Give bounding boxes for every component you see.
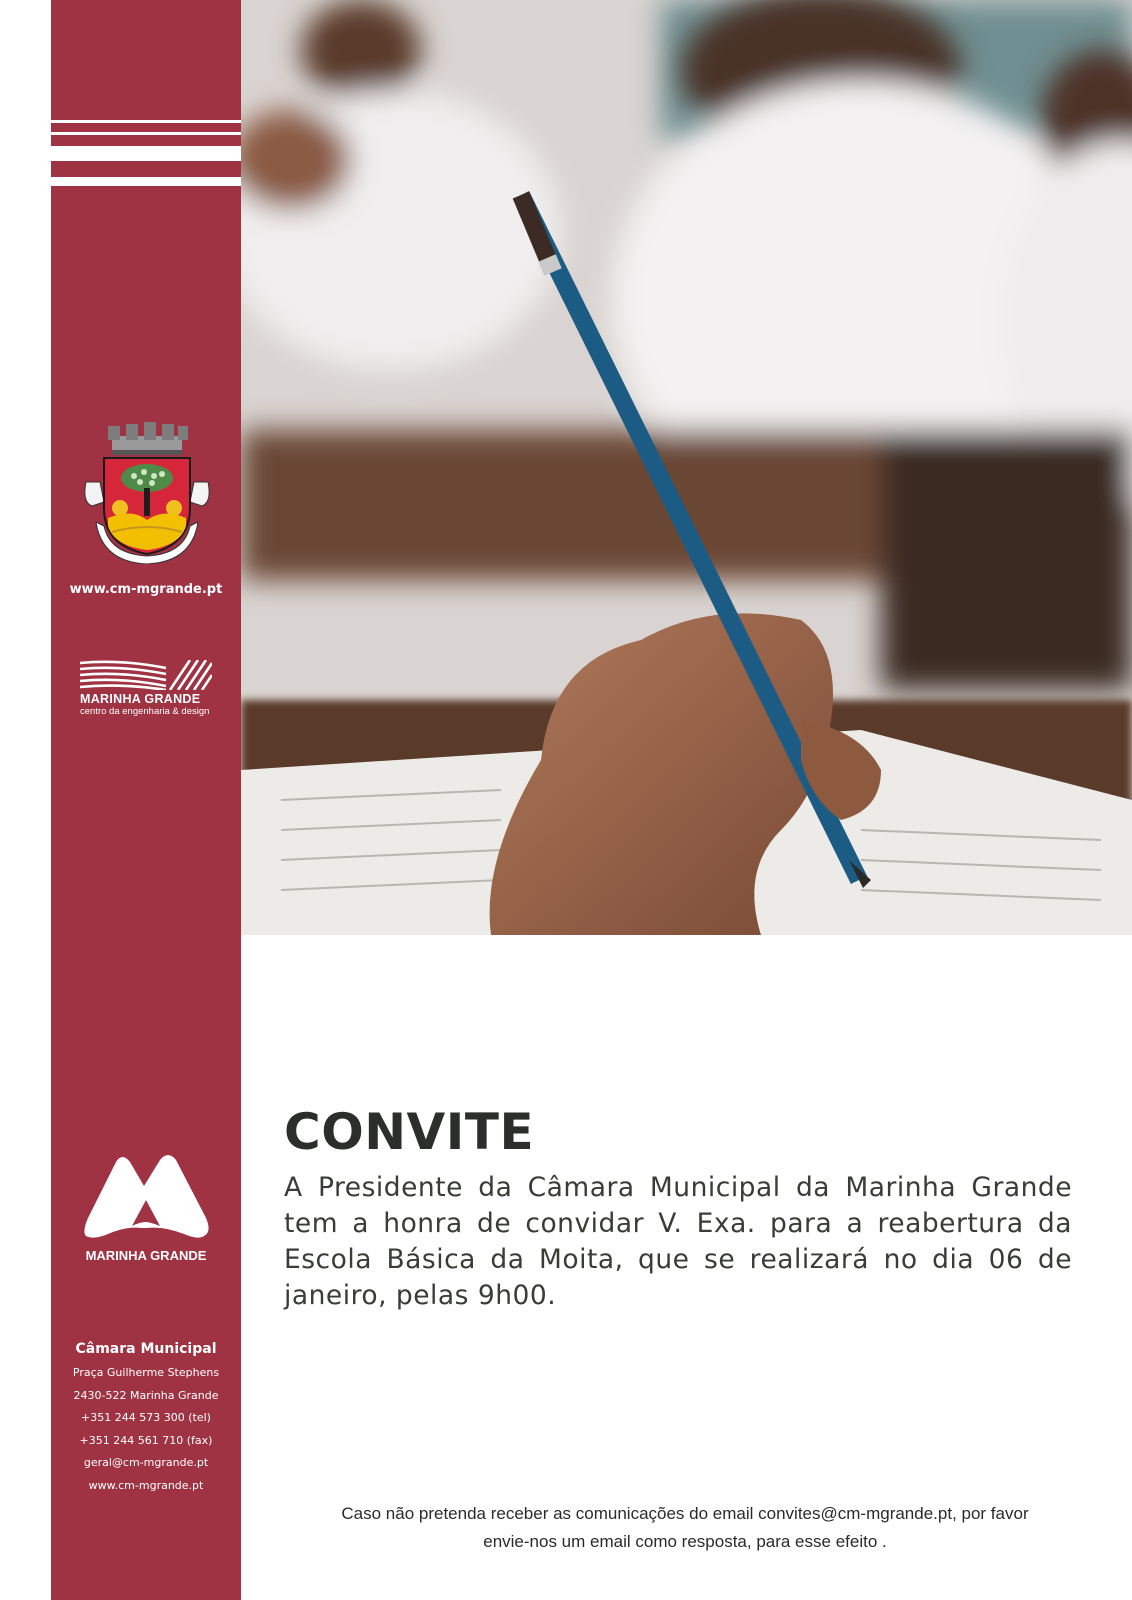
ced-tagline: centro da engenharia & design [80, 706, 210, 717]
marinha-grande-logo [80, 1152, 212, 1263]
coat-of-arms-icon [82, 422, 212, 564]
hero-photo [241, 0, 1132, 935]
page-title: CONVITE [284, 1103, 535, 1161]
sidebar-stripe [51, 132, 241, 135]
sidebar-stripe [51, 177, 241, 186]
unsubscribe-note [290, 1500, 1080, 1556]
invitation-text: A Presidente da Câmara Municipal da Marinha Grande tem a honra de convidar V. Exa. para a reabertura da Escola Básica da Moita, que se realizará no dia 06 de janeiro, pelas 9h00. [284, 1172, 1072, 1311]
contact-website[interactable]: www.cm-mgrande.pt [88, 1478, 204, 1492]
website-link[interactable]: www.cm-mgrande.pt [69, 582, 223, 597]
contact-org: Câmara Municipal [75, 1341, 217, 1357]
marinha-grande-name: MARINHA GRANDE [85, 1248, 207, 1263]
ced-stripes-icon [80, 660, 212, 690]
unsubscribe-note-line1: Caso não pretenda receber as comunicações do email convites@cm-mgrande.pt, por favor [341, 1504, 1029, 1523]
sidebar-stripe [51, 146, 241, 161]
ced-name: MARINHA GRANDE [80, 692, 201, 706]
contact-address: Praça Guilherme Stephens [72, 1366, 220, 1379]
contact-postal: 2430-522 Marinha Grande [73, 1388, 219, 1402]
sidebar-stripe [51, 120, 241, 123]
contact-email[interactable]: geral@cm-mgrande.pt [83, 1456, 209, 1470]
contact-phone[interactable]: +351 244 573 300 (tel) [81, 1411, 211, 1425]
unsubscribe-note-line2: envie-nos um email como resposta, para esse efeito . [483, 1532, 887, 1551]
marinha-grande-mark-icon [80, 1152, 212, 1242]
contact-block [51, 1338, 241, 1498]
contact-fax: +351 244 561 710 (fax) [79, 1433, 213, 1447]
ced-logo [80, 660, 212, 717]
exam-student-illustration-icon [241, 0, 1132, 935]
